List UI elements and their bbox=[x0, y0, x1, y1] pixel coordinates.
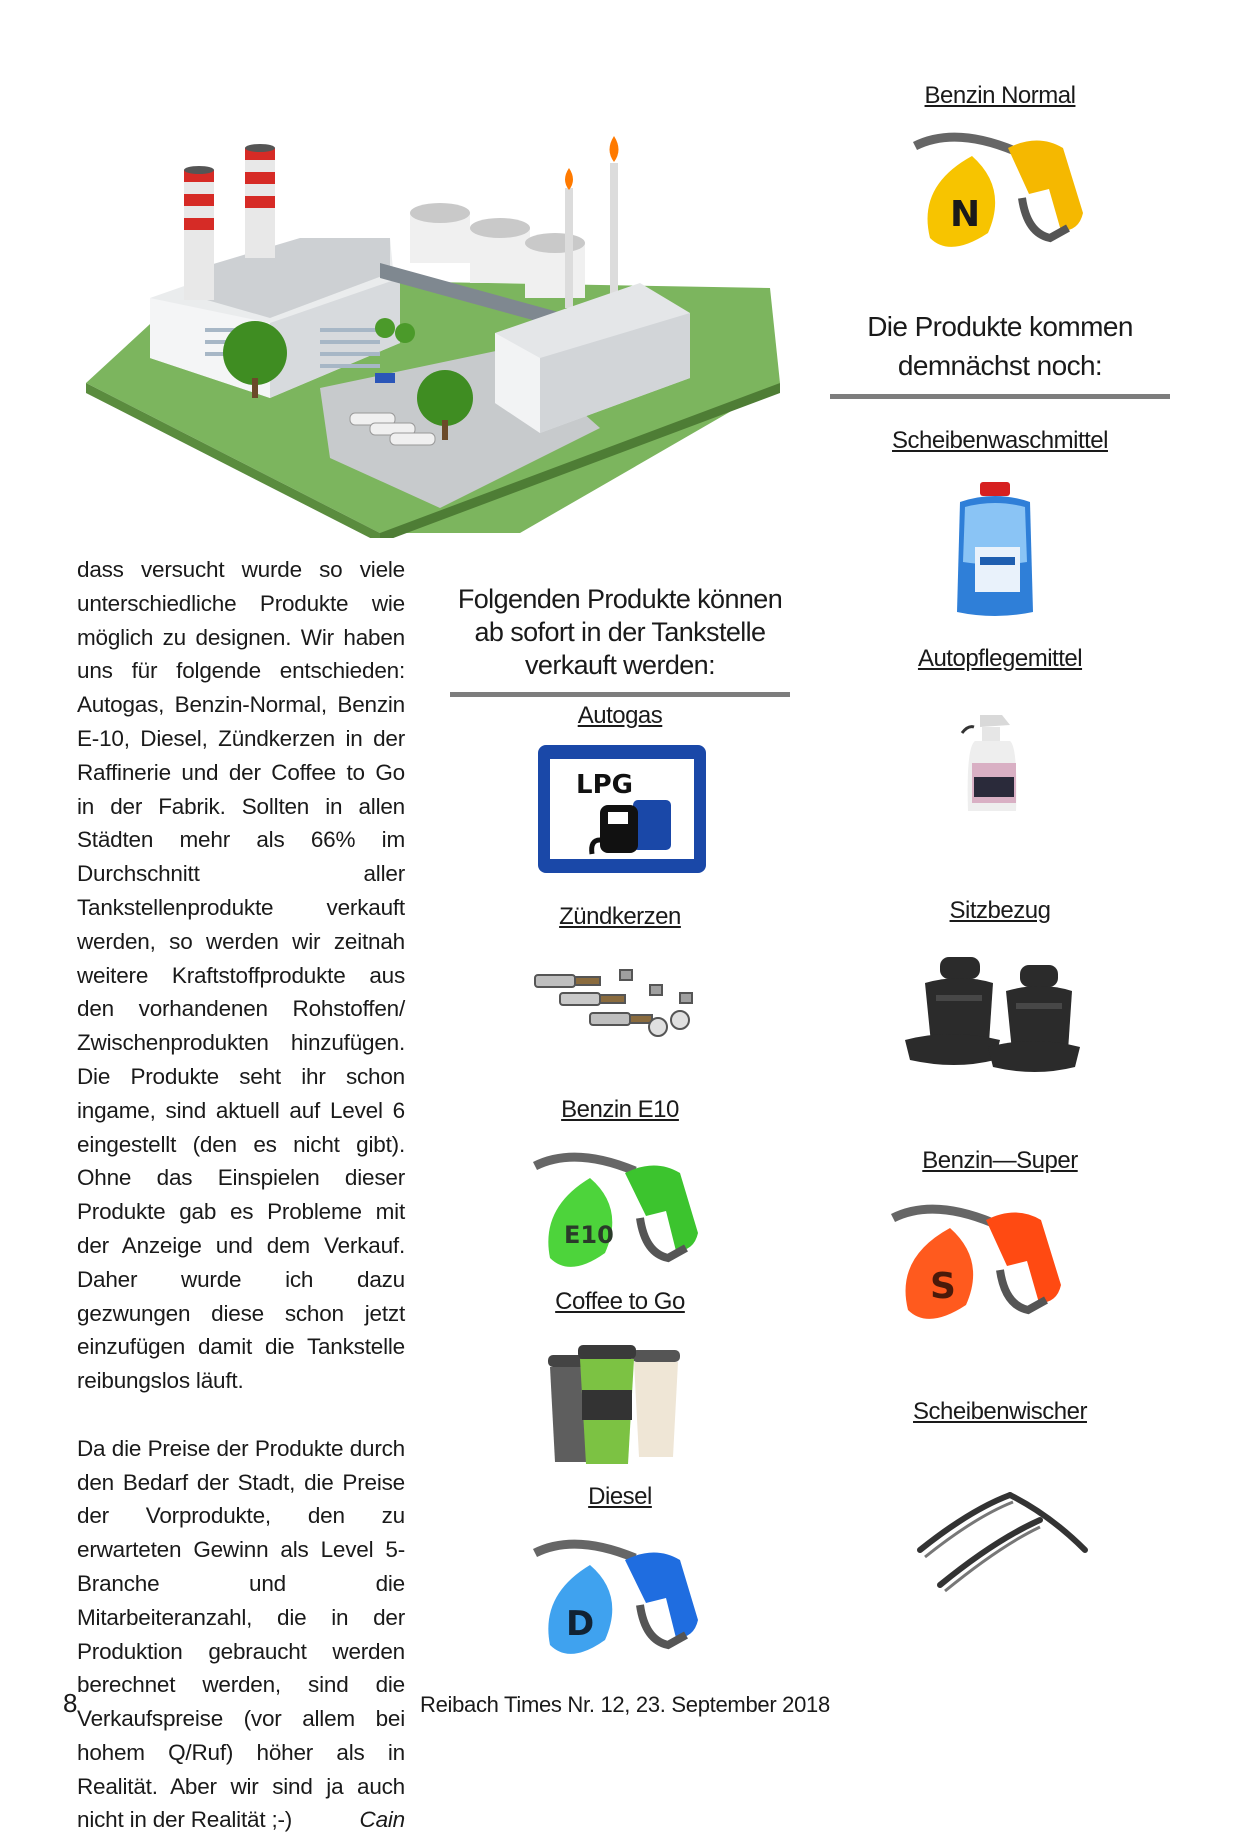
lpg-sign-text: LPG bbox=[576, 770, 633, 800]
coffee-cups-icon bbox=[540, 1335, 690, 1470]
product-label-sitzbezug: Sitzbezug bbox=[949, 897, 1051, 924]
diesel-nozzle-icon bbox=[530, 1535, 710, 1665]
seat-covers-icon bbox=[900, 955, 1080, 1085]
available-products-heading: Folgenden Produkte können ab sofort in der Tankstelle verkauft werden: bbox=[457, 584, 783, 680]
normal-drop-text: N bbox=[950, 194, 981, 235]
product-label-zuendkerzen: Zündkerzen bbox=[559, 903, 681, 930]
product-label-autopflegemittel: Autopflegemittel bbox=[917, 645, 1083, 672]
diesel-drop-text: D bbox=[566, 1604, 595, 1644]
product-label-scheibenwischer: Scheibenwischer bbox=[913, 1398, 1087, 1425]
super-nozzle-icon bbox=[888, 1200, 1078, 1330]
product-label-diesel: Diesel bbox=[588, 1483, 652, 1510]
paragraph-1: dass versucht wurde so viele unterschiedliche Produkte wie möglich zu designen. Wir haben uns für folgende entschieden: Autogas, Benzin-Normal, Benzin E-10, Diesel, Zündkerzen in der Raffinerie und der Coffee to Go in der Fabrik. Sollten in allen Städten mehr als 66% im Durchschnitt aller Tankstellenprodukte verkauft werden, so werden wir zeitnah weitere Kraftstoffprodukte aus den vorhandenen Rohstoffen/ Zwischenprodukten hinzufügen. Die Produkte seht ihr schon ingame, sind aktuell auf Level 6 eingestellt (den es nicht gibt). Ohne das Einspielen dieser Produkte gab es Probleme mit der Anzeige und dem Verkauf. Daher wurde ich dazu gezwungen diese schon jetzt einzufügen damit die Tankstelle reibungslos läuft. bbox=[77, 557, 405, 1394]
product-label-coffee-to-go: Coffee to Go bbox=[555, 1288, 685, 1315]
product-label-benzin-e10: Benzin E10 bbox=[561, 1096, 679, 1123]
wiper-blades-icon bbox=[915, 1485, 1090, 1600]
page-number: 8 bbox=[63, 1688, 78, 1718]
paragraph-2-text: Da die Preise der Produkte durch den Bedarf der Stadt, die Preise der Vorprodukte, den zu erwarteten Gewinn als Level 5-Branche und die Mitarbeiteranzahl, die in der Produktion gebraucht werden berechnet werden, sind die Verkaufspreise (vor allem bei hohem Q/Ruf) höher als in Realität. Aber wir sind ja auch nicht in der Realität ;-) bbox=[77, 1435, 405, 1833]
lpg-sign-icon bbox=[538, 745, 706, 873]
article-text bbox=[77, 553, 405, 1837]
middle-divider bbox=[450, 692, 790, 697]
e10-drop-text: E10 bbox=[564, 1221, 614, 1249]
product-label-benzin-super: Benzin—Super bbox=[922, 1147, 1078, 1174]
e10-nozzle-icon bbox=[530, 1148, 710, 1278]
car-care-spray-icon bbox=[960, 715, 1030, 815]
super-drop-text: S bbox=[930, 1266, 956, 1307]
normal-nozzle-icon bbox=[910, 128, 1100, 258]
refinery-illustration bbox=[80, 128, 780, 538]
spark-plugs-icon bbox=[530, 965, 710, 1055]
product-label-scheibenwaschmittel: Scheibenwaschmittel bbox=[892, 427, 1108, 454]
washer-fluid-bottle-icon bbox=[950, 482, 1040, 617]
product-label-autogas: Autogas bbox=[577, 702, 663, 729]
paragraph-2 bbox=[77, 1432, 405, 1837]
right-divider bbox=[830, 394, 1170, 399]
coming-soon-heading: Die Produkte kommen demnächst noch: bbox=[867, 311, 1133, 381]
product-label-benzin-normal: Benzin Normal bbox=[924, 82, 1076, 109]
issue-footer: Reibach Times Nr. 12, 23. September 2018 bbox=[420, 1692, 830, 1717]
signature: Cain bbox=[359, 1807, 405, 1833]
